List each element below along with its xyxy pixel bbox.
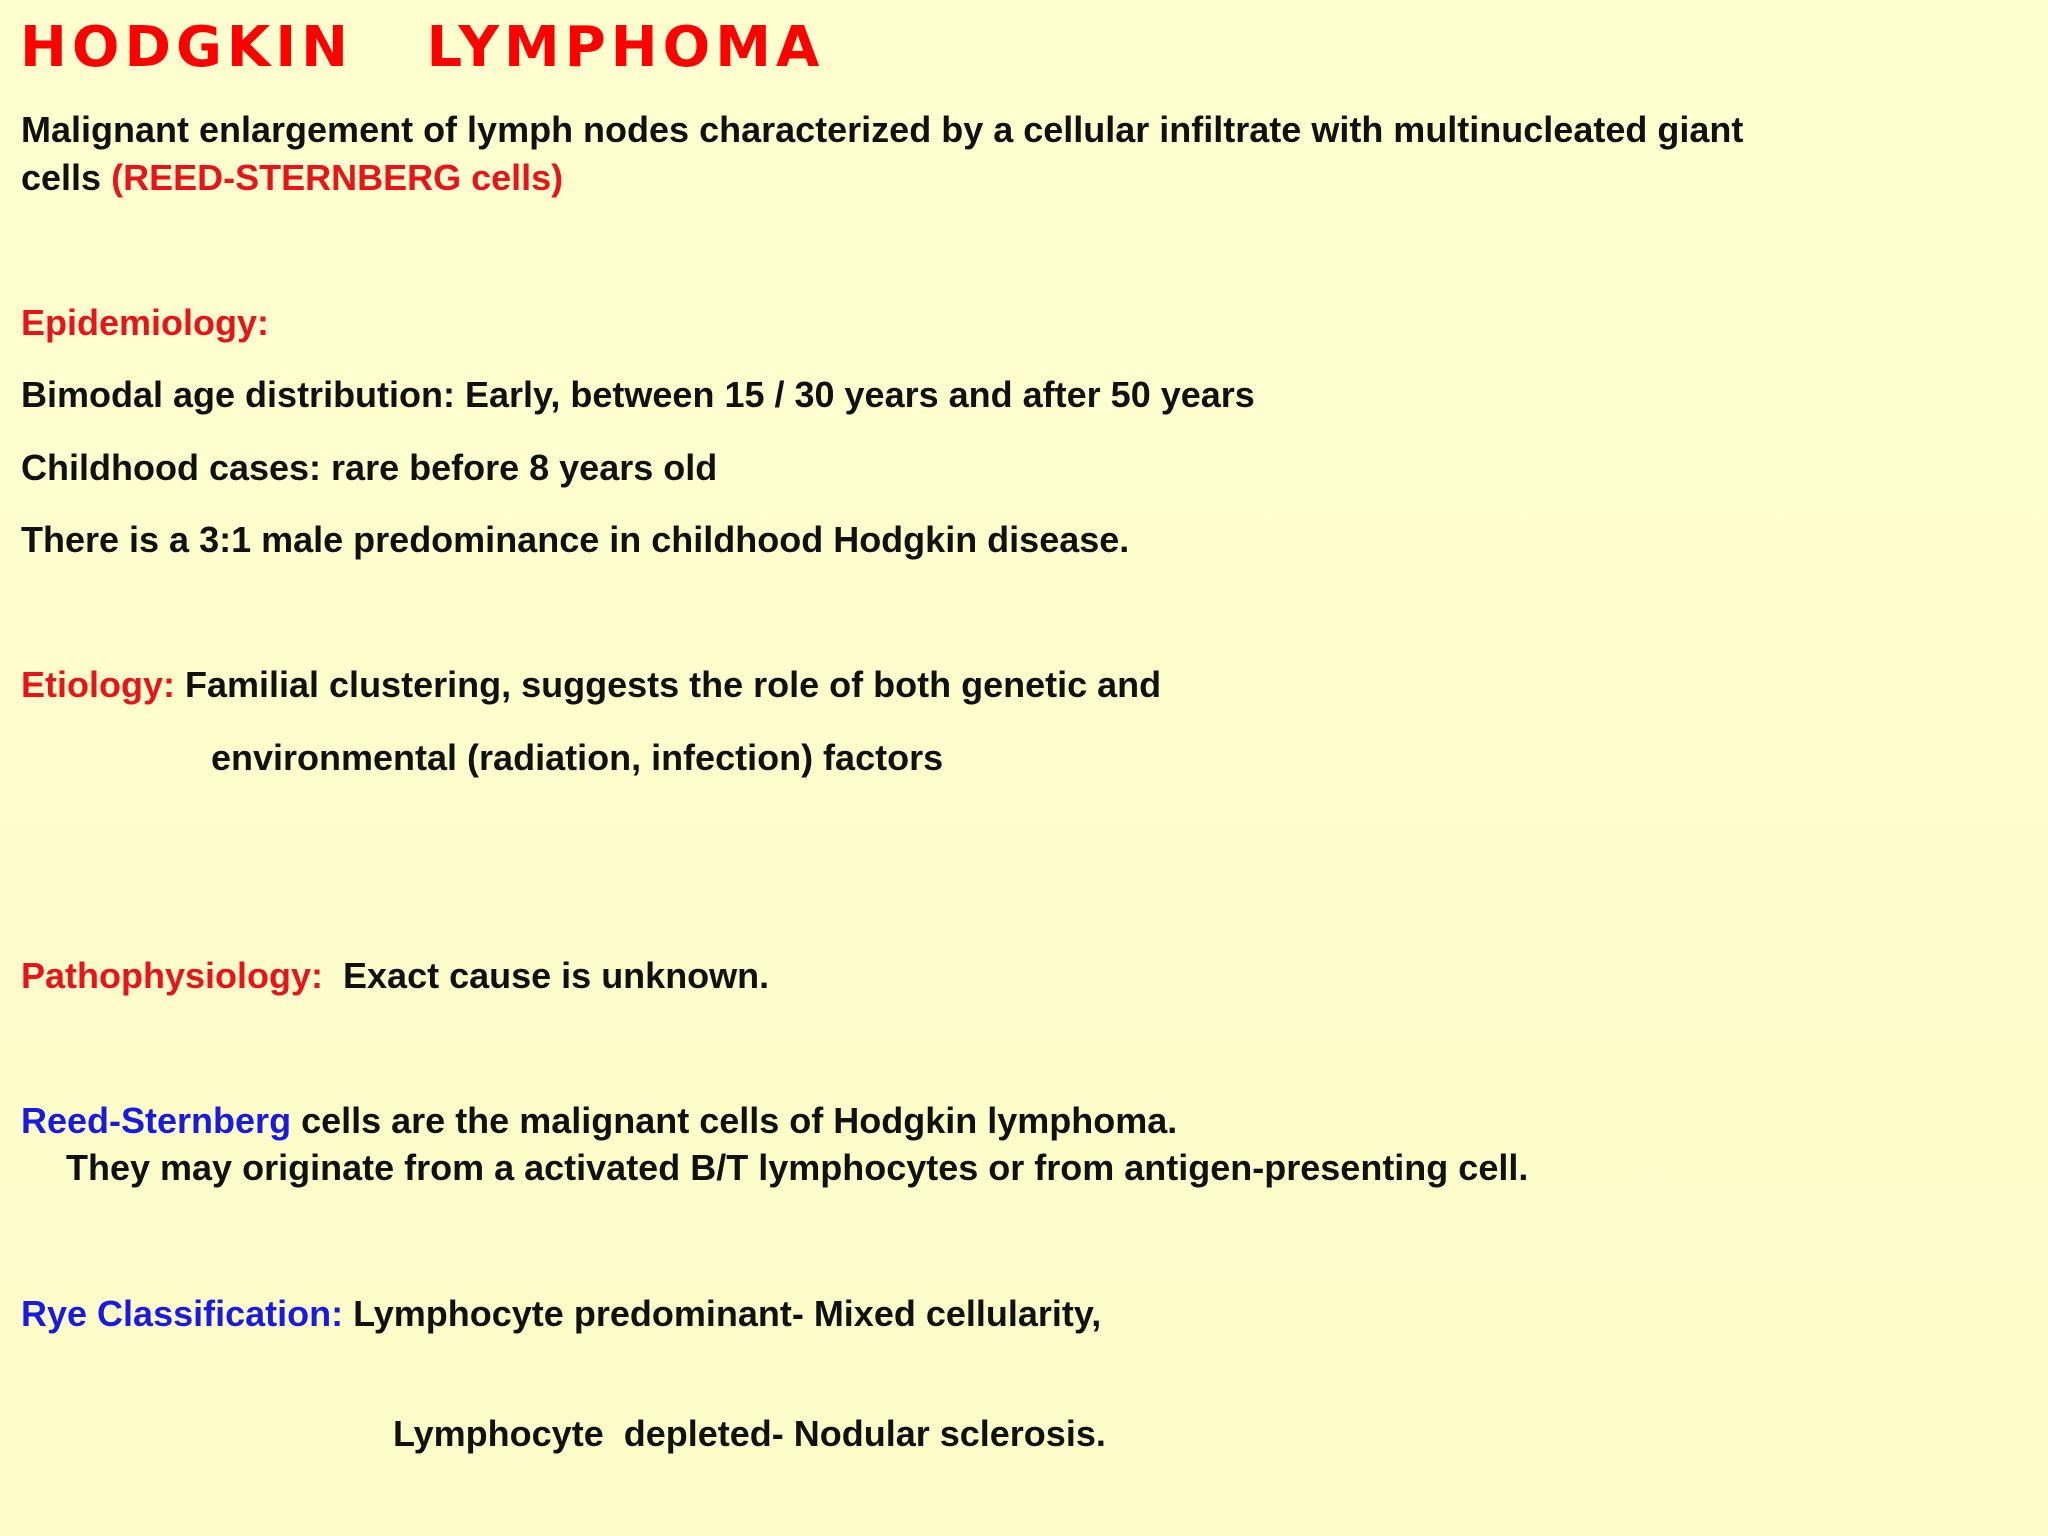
epidemiology-point: There is a 3:1 male predominance in childhood Hodgkin disease.: [21, 519, 1130, 560]
definition-line-1: Malignant enlargement of lymph nodes characterized by a cellular infiltrate with multinucleated giant: [21, 109, 1744, 150]
reed-sternberg-line-1: [21, 1098, 1177, 1144]
etiology-text: Familial clustering, suggests the role of both genetic and: [174, 664, 1162, 705]
epidemiology-point: Childhood cases: rare before 8 years old: [21, 447, 718, 488]
rye-classification-text: Lymphocyte predominant- Mixed cellularity,: [343, 1293, 1102, 1334]
rye-classification-heading: Rye Classification:: [21, 1293, 344, 1334]
definition-line-2: [21, 155, 563, 201]
definition-prefix: cells: [21, 157, 112, 198]
reed-sternberg-term: Reed-Sternberg: [21, 1100, 292, 1141]
etiology-line-2: environmental (radiation, infection) factors: [211, 737, 944, 778]
rye-classification-line-2: Lymphocyte depleted- Nodular sclerosis.: [393, 1413, 1106, 1454]
pathophysiology-text: Exact cause is unknown.: [323, 955, 770, 996]
etiology-line-1: [21, 662, 1161, 708]
reed-sternberg-text: cells are the malignant cells of Hodgkin lymphoma.: [291, 1100, 1178, 1141]
rye-classification-line-1: [21, 1291, 1101, 1337]
pathophysiology-line: [21, 953, 769, 999]
epidemiology-heading: Epidemiology:: [21, 302, 270, 343]
etiology-heading: Etiology:: [21, 664, 175, 705]
reed-sternberg-highlight: (REED-STERNBERG cells): [111, 157, 564, 198]
slide-title: HODGKIN LYMPHOMA: [20, 15, 825, 80]
epidemiology-point: Bimodal age distribution: Early, between 15 / 30 years and after 50 years: [21, 374, 1255, 415]
pathophysiology-heading: Pathophysiology:: [21, 955, 324, 996]
reed-sternberg-line-2: They may originate from a activated B/T lymphocytes or from antigen-presenting cell.: [66, 1147, 1529, 1188]
